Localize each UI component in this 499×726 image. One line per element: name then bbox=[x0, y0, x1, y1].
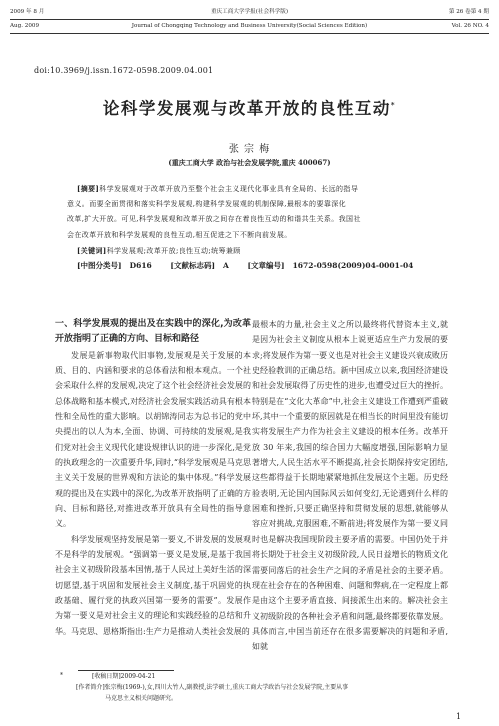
clc-label: [中图分类号] bbox=[77, 261, 122, 270]
affiliation: (重庆工商大学 政治与社会发展学院,重庆 400067) bbox=[168, 158, 331, 167]
abstract-line-4: 会在改革开放和科学发展观的良性互动,相互促进之下不断向前发展。 bbox=[67, 230, 292, 239]
clc-code: D616 bbox=[129, 261, 152, 270]
footnote-received: [收稿日期]2009-04-21 bbox=[92, 673, 156, 680]
page-number: 1 bbox=[456, 712, 462, 721]
article-title bbox=[0, 95, 499, 119]
article-title-text: 论科学发展观与改革开放的良性互动 bbox=[102, 99, 391, 118]
author: 张 宗 梅 bbox=[228, 144, 271, 155]
body-paragraph: 发展是新事物取代旧事物,发展观是关于发展的本质、目的、内涵和要求的总体看法和根本观点。一个社会采取什么样的发展观,决定了这个社会经济社会发展的总体战略和基本模式,对经济社会发展实践活动具有根本性和全局性的重大影响。以胡锦涛同志为总书记的党中央提出的以人为本,全面、协调、可持续的发展观,是我们党对社会主义现代化建设规律认识的进一步深化,是党的执政理念的一次重要升华,同时,“科学发展观是马克思主义关于发展的世界观和方法论的集中体现。”科学发展观的提出及在实践中的深化,为改革开放指明了正确的方向、目标和路径,对推进改革开放具有全局性的指导意义。 bbox=[55, 350, 251, 529]
keywords: 科学发展观;改革开放;良性互动;统筹兼顾 bbox=[106, 247, 241, 255]
body-paragraph: 最根本的力量,社会主义之所以最终将代替资本主义,就是因为社会主义制度从根本上说更适应生产力发展的要求;将发展作为第一要义也是对社会主义建设兴衰成败历史经验教训的正确总结。新中国成立以来,我国经济建设和社会发展取得了历史性的进步,也遭受过巨大的挫折。特别是在“文化大革命”中,社会主义建设工作遭到严重破坏,其中一个重要的原因就是在相当长的时间里没有能切实将发展生产力作为社会主义建设的根本任务。改革开放 30 年来,我国的综合国力大幅度增强,国际影响力显著增大,人民生活水平不断提高,社会长期保持安定团结,这些都得益于长期地紧紧地抓住发展这个主题。历史经验表明,无论国内国际风云如何变幻,无论遇到什么样的困难和挫折,只要正确坚持和贯彻发展的思想,就能够从容应对挑战,克服困难,不断前进;将发展作为第一要义同时也是解决我国现阶段主要矛盾的需要。中国仍处于并将长期处于社会主义初级阶段,人民日益增长的物质文化需要同落后的社会生产之间的矛盾是社会的主要矛盾。现在社会存在的各种困难、问题和弊病,在一定程度上都是由这个主要矛盾直接、间接派生出来的。解决社会主义初级阶段的各种社会矛盾和问题,最终都要依靠发展。具体而言,中国当前还存在很多需要解决的问题和矛盾,如就 bbox=[252, 320, 448, 652]
article-no-label: [文章编号] bbox=[247, 261, 285, 270]
header-volume-cn: 第 26 卷第 4 期 bbox=[448, 9, 489, 15]
header-journal-cn: 重庆工商大学学报(社会科学版) bbox=[210, 9, 289, 15]
abstract-line-3: 改革,扩大开放。可见,科学发展观和改革开放之间存在着良性互动的和谐共生关系。我国社 bbox=[67, 215, 361, 223]
body-column-right bbox=[252, 317, 448, 655]
keywords-label: [关键词] bbox=[77, 246, 107, 255]
header-journal-en: Journal of Chongqing Technology and Business University(Social Sciences Edition) bbox=[131, 23, 368, 29]
keywords-line bbox=[77, 243, 443, 260]
body-column-left bbox=[55, 317, 251, 639]
abstract-text-1: 科学发展观对于改革开放乃至整个社会主义现代化事业具有全局的、长远的指导 bbox=[99, 185, 359, 193]
header-volume-en: Vol. 26 NO. 4 bbox=[451, 23, 489, 29]
header-date-cn: 2009 年 8 月 bbox=[10, 9, 45, 15]
header-divider bbox=[10, 19, 489, 20]
footnote-author-bio-cont: 马克思主义相关问题研究。 bbox=[105, 695, 178, 702]
classification-line bbox=[77, 260, 429, 271]
article-no: 1672-0598(2009)04-0001-04 bbox=[292, 261, 414, 270]
footnote-star: * bbox=[60, 672, 63, 679]
footnote-author-bio: [作者简介]张宗梅(1969-),女,四川大竹人,副教授,法学硕士,重庆工商大学政治与社会发展学院,主要从事 bbox=[76, 684, 349, 691]
doc-code-label: [文献标志码] bbox=[170, 261, 216, 270]
header-date-en: Aug. 2009 bbox=[10, 23, 40, 29]
doi: doi:10.3969/j.issn.1672-0598.2009.04.001 bbox=[34, 66, 214, 75]
doc-code: A bbox=[223, 261, 229, 270]
abstract-line-2: 意义。而要全面贯彻和落实科学发展观,构建科学发展观的机制保障,最根本的要靠深化 bbox=[67, 199, 347, 208]
abstract-label: [摘要] bbox=[77, 184, 100, 193]
section-heading-1: 一、科学发展观的提出及在实践中的深化,为改革开放指明了正确的方向、目标和路径 bbox=[55, 319, 251, 345]
footnote-divider bbox=[78, 670, 174, 671]
body-paragraph: 科学发展观坚持发展是第一要义,不讲发展的发展观不是科学的发展观。“强调第一要义是发展,是基于我国社会主义初级阶段基本国情,基于人民过上美好生活的深切愿望,基于巩固和发展社会主义制度,基于巩固党的执政基础、履行党的执政兴国第一要务的需要”。发展作为第一要义是对社会主义的理论和实践经验的总结和升华。马克思、恩格斯指出:生产力是推动人类社会发展的 bbox=[55, 534, 251, 636]
header-divider-bottom bbox=[10, 33, 489, 34]
title-footnote-mark: * bbox=[390, 100, 397, 110]
abstract-line-1 bbox=[77, 181, 433, 198]
